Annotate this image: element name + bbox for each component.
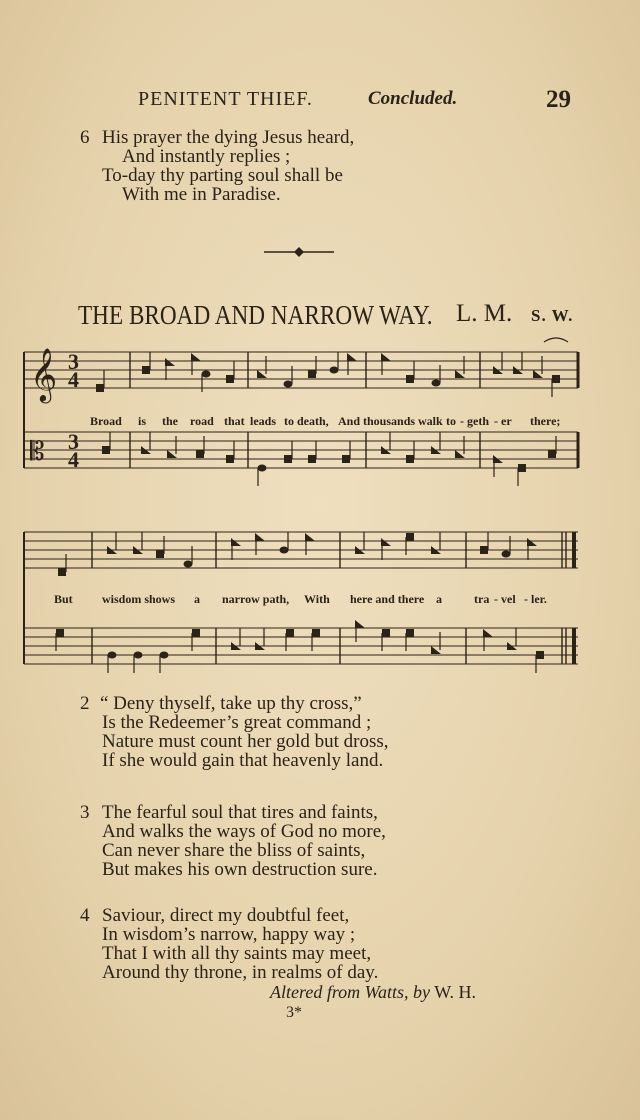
- note-head: [142, 366, 150, 374]
- printer-signature: 3*: [286, 1004, 302, 1021]
- stanza-line: “ Deny thyself, take up thy cross,”: [100, 693, 362, 714]
- stanza-number: 6: [80, 127, 90, 148]
- stanza-number: 3: [80, 802, 90, 823]
- music-system-1: [24, 338, 578, 486]
- fermata-icon: [544, 338, 568, 342]
- note-head: [192, 629, 200, 637]
- attribution-author: W. H.: [434, 982, 477, 1002]
- stanza-line: Saviour, direct my doubtful feet,: [102, 905, 350, 926]
- note-head: [286, 629, 294, 637]
- note-head: [406, 629, 414, 637]
- lyric-syllable: is: [138, 414, 147, 428]
- stanza-line: Around thy throne, in realms of day.: [102, 962, 379, 983]
- note-head: [308, 370, 316, 378]
- note-head: [96, 384, 104, 392]
- running-title: PENITENT THIEF.: [138, 88, 313, 110]
- note-head: [156, 550, 164, 558]
- lyric-syllable: there;: [530, 414, 561, 428]
- note-head: [56, 629, 64, 637]
- note-head: [308, 455, 316, 463]
- running-continuation: Concluded.: [368, 88, 458, 109]
- lyric-syllable: leads: [250, 414, 277, 428]
- lyric-syllable: - er: [494, 414, 512, 428]
- note-head: [196, 450, 204, 458]
- note-head: [480, 546, 488, 554]
- lyric-syllable: wisdom shows: [102, 592, 176, 606]
- page-number: 29: [546, 86, 571, 113]
- stanza-line: Nature must count her gold but dross,: [102, 731, 389, 752]
- hymn-author: S. W.: [531, 306, 574, 325]
- note-head: [330, 367, 339, 374]
- lyric-syllable: to: [446, 414, 456, 428]
- lyric-syllable: tra: [474, 592, 490, 606]
- note-head: [502, 551, 511, 558]
- lyric-syllable: to death,: [284, 414, 329, 428]
- stanza-line: That I with all thy saints may meet,: [102, 943, 372, 964]
- time-signature: 4: [68, 447, 79, 472]
- note-head: [432, 380, 441, 387]
- treble-clef-icon: 𝄞: [30, 347, 58, 401]
- lyric-syllable: road: [190, 414, 214, 428]
- note-head: [226, 375, 234, 383]
- lyric-syllable: - geth: [460, 414, 489, 428]
- stanza-line: But makes his own destruction sure.: [102, 859, 378, 880]
- note-head: [160, 652, 169, 659]
- stanza-line: Can never share the bliss of saints,: [102, 840, 366, 861]
- stanza-line: Is the Redeemer’s great command ;: [102, 712, 372, 733]
- note-head: [406, 375, 414, 383]
- stanza-line: To-day thy parting soul shall be: [102, 165, 343, 186]
- note-head: [552, 375, 560, 383]
- attribution-source: Altered from Watts,: [270, 982, 409, 1002]
- stanza-line: With me in Paradise.: [122, 184, 281, 205]
- lyric-syllable: a: [436, 592, 442, 606]
- lyric-syllable: - vel: [494, 592, 516, 606]
- time-signature: 3: [68, 349, 79, 374]
- lyric-syllable: walk: [418, 414, 443, 428]
- stanza-line: In wisdom’s narrow, happy way ;: [102, 924, 356, 945]
- stanza-line: The fearful soul that tires and faints,: [102, 802, 378, 823]
- lyric-syllable: Broad: [90, 414, 122, 428]
- lyric-syllable: that: [224, 414, 245, 428]
- note-head: [202, 371, 211, 378]
- note-head: [406, 455, 414, 463]
- time-signature: 3: [68, 429, 79, 454]
- note-head: [184, 561, 193, 568]
- note-head: [312, 629, 320, 637]
- note-head: [382, 629, 390, 637]
- note-head: [284, 381, 293, 388]
- lyric-syllable: With: [304, 592, 330, 606]
- note-head: [536, 651, 544, 659]
- note-head: [280, 547, 289, 554]
- lyric-syllable: But: [54, 592, 73, 606]
- stanza-line: His prayer the dying Jesus heard,: [102, 127, 355, 148]
- note-head: [284, 455, 292, 463]
- note-head: [406, 533, 414, 541]
- lyric-syllable: here and there: [350, 592, 425, 606]
- hymn-title: THE BROAD AND NARROW WAY.: [78, 300, 433, 330]
- note-head: [134, 652, 143, 659]
- lyric-syllable: And thousands: [338, 414, 416, 428]
- hymn-meter: L. M.: [456, 300, 513, 327]
- note-head: [226, 455, 234, 463]
- note-head: [108, 652, 117, 659]
- note-head: [102, 446, 110, 454]
- attribution-by: by: [413, 982, 430, 1002]
- stanza-number: 2: [80, 693, 90, 714]
- note-head: [518, 464, 526, 472]
- note-head: [258, 465, 267, 472]
- time-signature: 4: [68, 367, 79, 392]
- stanza-line: And instantly replies ;: [122, 146, 291, 167]
- stanza-line: And walks the ways of God no more,: [102, 821, 386, 842]
- stanza-number: 4: [80, 905, 90, 926]
- lyric-syllable: the: [162, 414, 178, 428]
- attribution: [270, 982, 476, 1003]
- stanza-line: If she would gain that heavenly land.: [102, 750, 384, 771]
- lyric-syllable: narrow path,: [222, 592, 290, 606]
- note-head: [548, 450, 556, 458]
- lyric-syllable: - ler.: [524, 592, 547, 606]
- lyric-syllable: a: [194, 592, 200, 606]
- tenor-clef-icon: 𝄡: [30, 437, 45, 467]
- note-head: [342, 455, 350, 463]
- note-head: [58, 568, 66, 576]
